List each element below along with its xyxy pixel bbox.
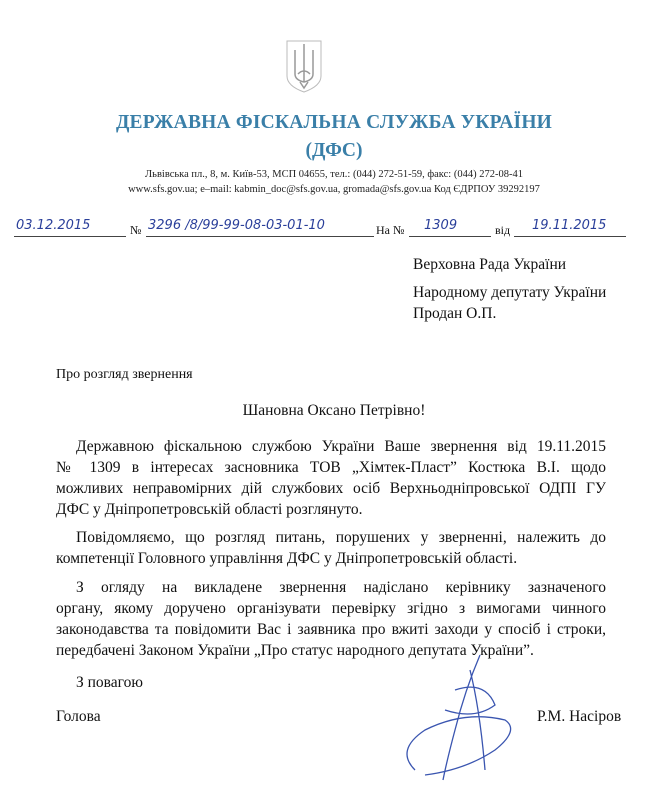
paragraph-1	[56, 436, 606, 520]
recipient-name: Продан О.П.	[413, 305, 497, 322]
reply-number: 1309	[424, 218, 458, 233]
text-line: компетенції Головного управління ДФС у Дніпропетровській області.	[56, 550, 518, 567]
registration-line	[14, 218, 654, 240]
org-contacts: www.sfs.gov.ua; e–mail: kabmin_doc@sfs.gov.ua, gromada@sfs.gov.ua Код ЄДРПОУ 39292197	[128, 184, 540, 195]
text-line: З огляду на викладене звернення надіслано керівнику зазначеного	[76, 579, 606, 596]
text-line: передбачені Законом України „Про статус народного депутата України”.	[56, 642, 534, 659]
recipient-title: Народному депутату України	[413, 284, 607, 301]
org-abbreviation: (ДФС)	[305, 140, 363, 161]
recipient-org: Верховна Рада України	[413, 256, 567, 273]
handwritten-signature	[385, 650, 525, 785]
text-line: № 1309 в інтересах засновника ТОВ „Хімтек-Пласт” Костюка В.І. щодо	[56, 459, 606, 476]
paragraph-3	[56, 577, 606, 661]
text-line: можливих неправомірних дій службових осіб Верхньодніпровської ОДПІ ГУ	[56, 480, 606, 497]
number-label: №	[130, 223, 142, 237]
outgoing-number: 3296 /8/99-99-08-03-01-10	[148, 218, 325, 233]
subject: Про розгляд звернення	[56, 367, 193, 382]
salutation: Шановна Оксано Петрівно!	[242, 402, 426, 419]
org-address: Львівська пл., 8, м. Київ-53, МСП 04655, тел.: (044) 272-51-59, факс: (044) 272-08-41	[145, 169, 523, 180]
from-label: від	[495, 223, 511, 237]
reply-label: На №	[376, 223, 405, 237]
text-line: Повідомляємо, що розгляд питань, порушених у зверненні, належить до	[76, 529, 606, 546]
signatory-name: Р.М. Насіров	[537, 708, 622, 725]
text-line: органу, якому доручено організувати перевірку згідно з вимогами чинного	[56, 600, 606, 617]
org-title: ДЕРЖАВНА ФІСКАЛЬНА СЛУЖБА УКРАЇНИ	[115, 112, 553, 133]
coat-of-arms-icon	[284, 38, 324, 94]
reply-date: 19.11.2015	[532, 218, 607, 233]
closing: З повагою	[76, 674, 143, 691]
text-line: законодавства та повідомити Вас і заявника про вжиті заходи у спосіб і строки,	[56, 621, 606, 638]
paragraph-2	[56, 527, 606, 569]
position: Голова	[56, 708, 101, 725]
outgoing-date: 03.12.2015	[16, 218, 91, 233]
text-line: Державною фіскальною службою України Ваше звернення від 19.11.2015	[76, 438, 606, 455]
text-line: ДФС у Дніпропетровській області розглянуто.	[56, 501, 363, 518]
